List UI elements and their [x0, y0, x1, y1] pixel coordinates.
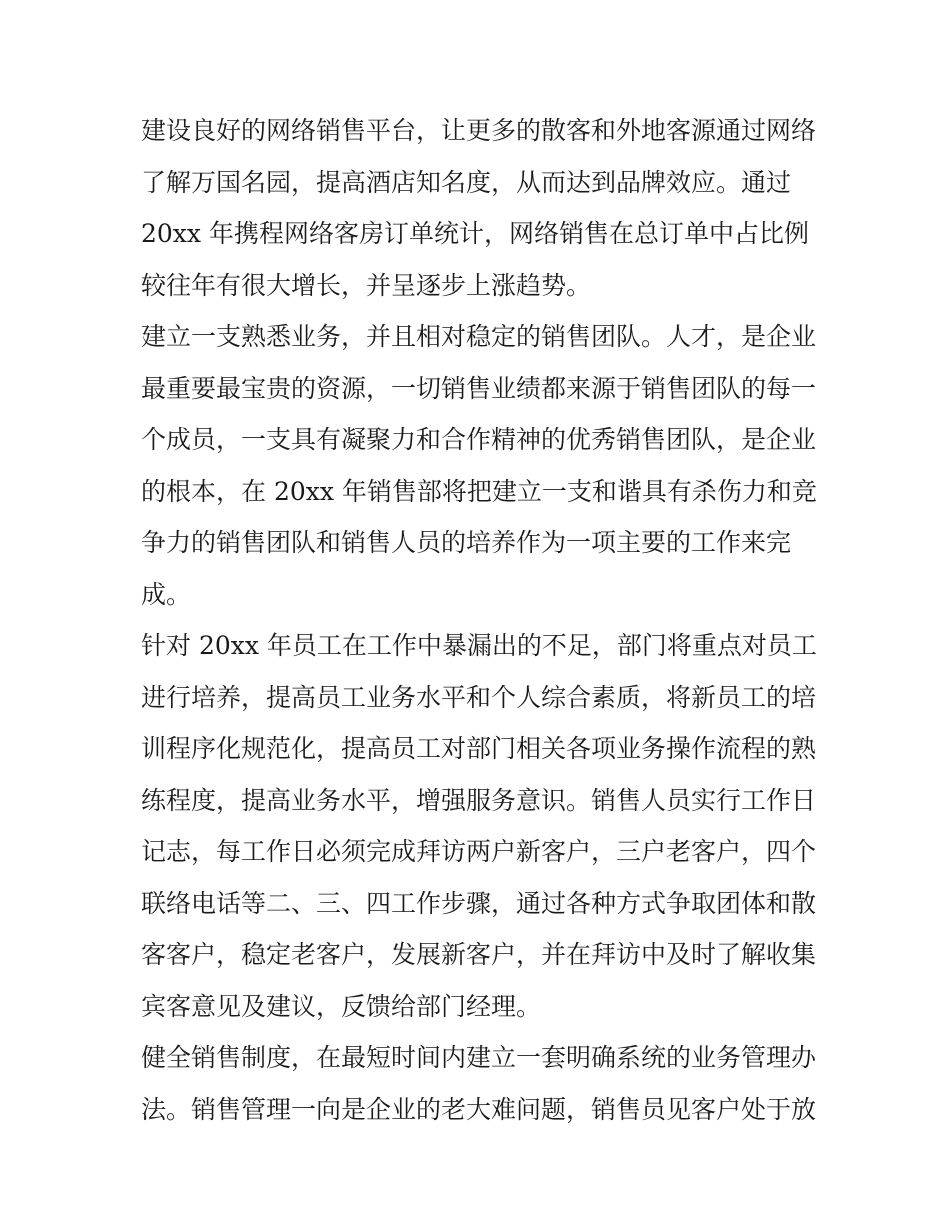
text-line: 训程序化规范化，提高员工对部门相关各项业务操作流程的熟 [141, 734, 817, 763]
text-line: 建设良好的网络销售平台，让更多的散客和外地客源通过网络 [141, 116, 817, 145]
text-line: 20xx 年携程网络客房订单统计，网络销售在总订单中占比例 [141, 219, 809, 248]
text-line: 的根本，在 20xx 年销售部将把建立一支和谐具有杀伤力和竞 [141, 476, 817, 506]
text-line: 进行培养，提高员工业务水平和个人综合素质，将新员工的培 [141, 682, 817, 712]
text-line: 记志，每工作日必须完成拜访两户新客户，三户老客户，四个 [141, 837, 817, 866]
document-body [141, 105, 821, 1135]
text-line: 练程度，提高业务水平，增强服务意识。销售人员实行工作日 [141, 785, 817, 815]
text-line: 最重要最宝贵的资源，一切销售业绩都来源于销售团队的每一 [141, 373, 817, 403]
text-line: 了解万国名园，提高酒店知名度，从而达到品牌效应。通过 [141, 167, 792, 197]
text-line: 较往年有很大增长，并呈逐步上涨趋势。 [141, 270, 592, 300]
text-line: 针对 20xx 年员工在工作中暴漏出的不足，部门将重点对员工 [141, 631, 817, 660]
text-line: 联络电话等二、三、四工作步骤，通过各种方式争取团体和散 [141, 888, 817, 918]
text-line: 建立一支熟悉业务，并且相对稳定的销售团队。人才，是企业 [141, 322, 817, 351]
text-line: 健全销售制度，在最短时间内建立一套明确系统的业务管理办 [141, 1043, 817, 1072]
text-line: 宾客意见及建议，反馈给部门经理。 [141, 991, 542, 1021]
text-line: 个成员，一支具有凝聚力和合作精神的优秀销售团队，是企业 [141, 425, 817, 454]
text-line: 客客户，稳定老客户，发展新客户，并在拜访中及时了解收集 [141, 940, 817, 969]
text-line: 争力的销售团队和销售人员的培养作为一项主要的工作来完 [141, 528, 792, 557]
text-line: 法。销售管理一向是企业的老大难问题，销售员见客户处于放 [141, 1094, 817, 1124]
text-line: 成。 [141, 579, 192, 609]
